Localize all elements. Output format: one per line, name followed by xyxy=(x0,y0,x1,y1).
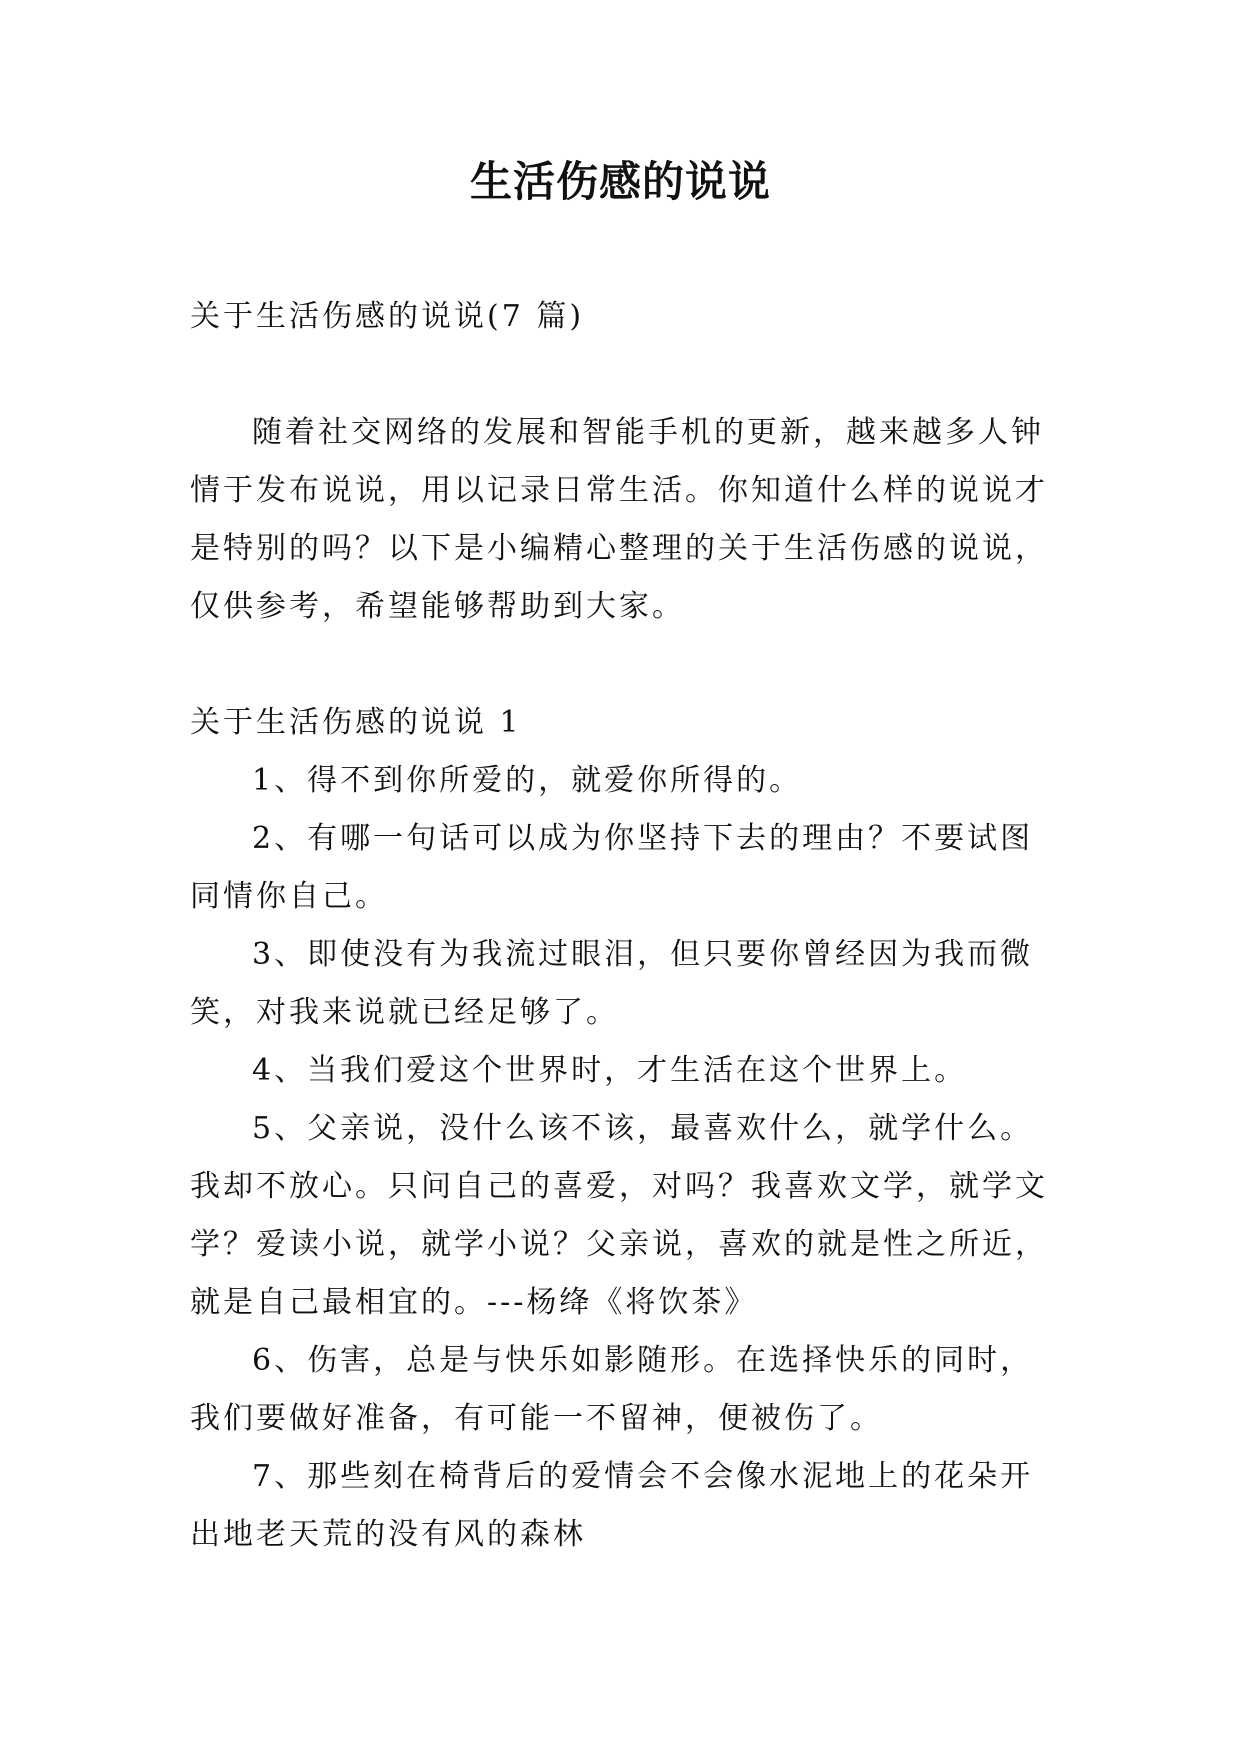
list-item: 1、得不到你所爱的，就爱你所得的。 xyxy=(252,763,803,798)
page-title: 生活伤感的说说 xyxy=(469,157,771,206)
document-subtitle: 关于生活伤感的说说(7 篇) xyxy=(190,299,585,334)
spacer xyxy=(190,346,1052,404)
list-item: 7、那些刻在椅背后的爱情会不会像水泥地上的花朵开出地老天荒的没有风的森林 xyxy=(190,1459,1034,1552)
list-item: 2、有哪一句话可以成为你坚持下去的理由？不要试图同情你自己。 xyxy=(190,821,1034,914)
spacer xyxy=(190,636,1052,694)
list-item: 3、即使没有为我流过眼泪，但只要你曾经因为我而微笑，对我来说就已经足够了。 xyxy=(190,937,1034,1030)
list-item: 4、当我们爱这个世界时，才生活在这个世界上。 xyxy=(252,1053,968,1088)
list-item: 6、伤害，总是与快乐如影随形。在选择快乐的同时，我们要做好准备，有可能一不留神，便被伤了。 xyxy=(190,1343,1034,1436)
list-item: 5、父亲说，没什么该不该，最喜欢什么，就学什么。我却不放心。只问自己的喜爱，对吗？我喜欢文学，就学文学？爱读小说，就学小说？父亲说，喜欢的就是性之所近，就是自己最相宜的。---杨绛《将饮茶》 xyxy=(190,1111,1048,1320)
section-heading: 关于生活伤感的说说 1 xyxy=(190,705,522,740)
document-body xyxy=(190,288,1052,1564)
intro-paragraph: 随着社交网络的发展和智能手机的更新，越来越多人钟情于发布说说，用以记录日常生活。你知道什么样的说说才是特别的吗？以下是小编精心整理的关于生活伤感的说说，仅供参考，希望能够帮助到大家。 xyxy=(190,415,1048,624)
